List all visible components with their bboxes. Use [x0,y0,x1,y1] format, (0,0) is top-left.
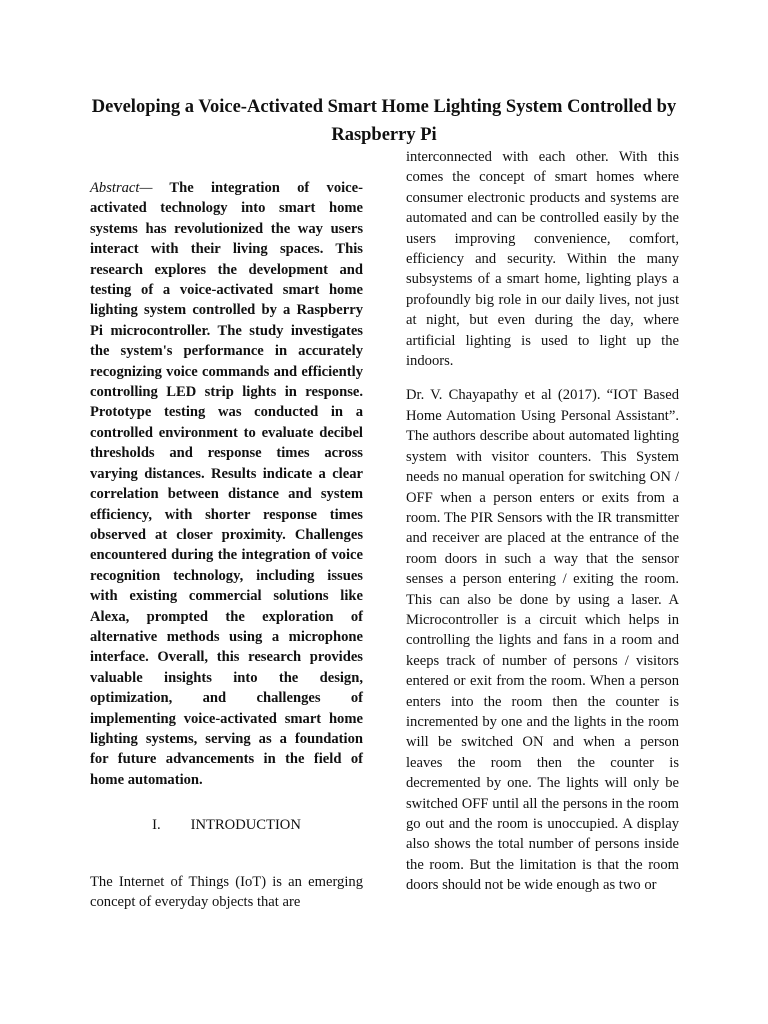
section-title: INTRODUCTION [190,817,301,834]
abstract-text: The integration of voice-activated technology into smart home systems has revolutionized the way users interact with their living spaces. This research explores the development and testing of a voice-activated smart home lighting system controlled by a Raspberry Pi microcontroller. The study investigates the system's performance in accurately recognizing voice commands and efficiently controlling LED strip lights in response. Prototype testing was conducted in a controlled environment to evaluate decibel thresholds and response times across varying distances. Results indicate a clear correlation between distance and system efficiency, with shorter response times observed at closer proximity. Challenges encountered during the integration of voice recognition technology, including issues with existing commercial solutions like Alexa, prompted the exploration of alternative methods using a microphone interface. Overall, this research provides valuable insights into the design, optimization, and challenges of implementing voice-activated smart home lighting systems, serving as a foundation for future advancements in the field of home automation. [90,180,363,788]
left-column [90,178,363,912]
body-paragraph: interconnected with each other. With this comes the concept of smart homes where consumer electronic products and systems are automated and can be controlled easily by the users improving convenience, comfort, efficiency and security. Within the many subsystems of a smart home, lighting plays a profoundly big role in our daily lives, not just at night, but even during the day, where artificial lighting is used to light up the indoors. [406,149,679,370]
abstract-paragraph [90,178,363,790]
section-number: I. [152,817,161,834]
right-column [406,147,679,896]
body-paragraph: Dr. V. Chayapathy et al (2017). “IOT Based Home Automation Using Personal Assistant”. The authors describe about automated lighting system with visitor counters. This System needs no manual operation for switching ON / OFF when a person enters or exits from a room. The PIR Sensors with the IR transmitter and receiver are placed at the entrance of the room doors in such a way that the sensor senses a person entering / exiting the room. This can also be done by using a laser. A Microcontroller is a circuit which helps in controlling the lights and fans in a room and keeps track of number of persons / visitors entered or exit from the room. When a person enters into the room then the counter is incremented by one and the lights in the room will be switched ON and when a person leaves the room then the counter is decremented by one. The lights will only be switched OFF until all the persons in the room go out and the room is unoccupied. A display also shows the total number of persons inside the room. But the limitation is that the room doors should not be wide enough as two or [406,387,679,894]
paper-title: Developing a Voice-Activated Smart Home Lighting System Controlled by Raspberry Pi [91,97,677,145]
abstract-label: Abstract— [90,180,153,196]
intro-paragraph: The Internet of Things (IoT) is an emerging concept of everyday objects that are [90,873,363,910]
section-heading [90,815,363,835]
